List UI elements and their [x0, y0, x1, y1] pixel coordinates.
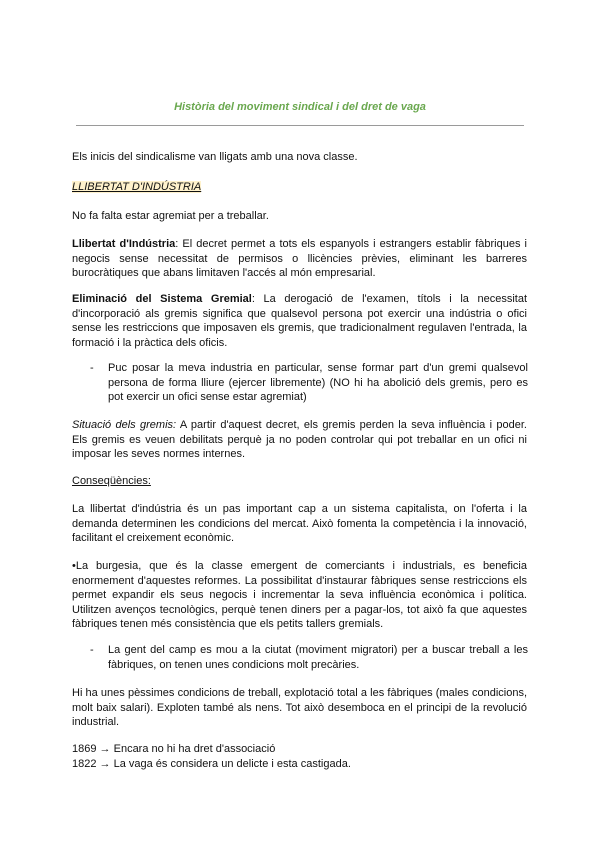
paragraph-libertat — [72, 237, 527, 281]
timeline-arrow: → — [99, 743, 111, 755]
timeline-row — [72, 757, 527, 772]
paragraph-conditions: Hi ha unes pèssimes condicions de treball, explotació total a les fàbriques (males condicions, molt baix salari). Exploten també als nens. Tot això desemboca en el principi de la revolució industrial. — [72, 687, 527, 729]
term-gremial: Eliminació del Sistema Gremial — [72, 293, 252, 305]
paragraph-1: No fa falta estar agremiat per a treballar. — [72, 210, 269, 222]
paragraph-gremial-text: : La derogació de l'examen, títols i la necessitat d'incorporació als gremis significa que qualsevol persona pot exercir una indústria o ofici sense les restriccions que imposaven els gremis, que tradicionalment regulaven l'entrada, la formació i la pràctica dels oficis. — [72, 293, 528, 349]
bullet-marker-1: - — [90, 362, 94, 374]
timeline-row — [72, 742, 527, 757]
timeline-text: La vaga és considera un delicte i esta castigada. — [113, 758, 351, 770]
section-heading: LLIBERTAT D'INDÚSTRIA — [72, 181, 202, 193]
bullet-item-1: Puc posar la meva industria en particular, sense formar part d'un gremi qualsevol persona de forma lliure (ejercer libremente) (NO hi ha abolició dels gremis, pero es pot exercir un ofici sense estar agremiat) — [108, 362, 528, 404]
consequences-heading: Conseqüències: — [72, 475, 151, 487]
bullet-marker-2: - — [90, 644, 94, 656]
timeline-year: 1822 — [72, 758, 97, 770]
term-llibertat: Llibertat d'Indústria — [72, 238, 176, 250]
paragraph-burgesia: •La burgesia, que és la classe emergent de comerciants i industrials, es beneficia enormement d'aquestes reformes. La possibilitat d'instaurar fàbriques sense restriccions els permet expandir els seus negocis i incrementar la seva influència econòmica i política. Utilitzen avenços tecnològics, perquè tenen diners per a pagar-los, tot això fa que aquestes fàbriques tenen més consistència que els petits tallers gremials. — [72, 560, 527, 631]
timeline-arrow: → — [99, 758, 111, 770]
intro-paragraph: Els inicis del sindicalisme van lligats amb una nova classe. — [72, 151, 358, 163]
timeline-year: 1869 — [72, 743, 97, 755]
title-divider — [76, 125, 524, 126]
bullet-item-2: La gent del camp es mou a la ciutat (moviment migratori) per a buscar treball a les fàbriques, on tenen unes condicions molt precàries. — [108, 644, 528, 671]
paragraph-situacio — [72, 418, 527, 462]
paragraph-capitalism: La llibertat d'indústria és un pas important cap a un sistema capitalista, on l'oferta i la demanda determinen les condicions del mercat. Això fomenta la competència i la innovació, facilitant el creixement econòmic. — [72, 503, 527, 545]
paragraph-situacio-text: A partir d'aquest decret, els gremis perden la seva influència i poder. Els gremis es veuen debilitats perquè ja no poden controlar qui pot treballar en un ofici ni imposar les seves normes internes. — [72, 419, 527, 461]
paragraph-gremial — [72, 292, 527, 350]
paragraph-libertat-text: : El decret permet a tots els espanyols i estrangers establir fàbriques i negocis sense necessitat de permisos o llicències prèvies, eliminant les barreres burocràtiques que abans limitaven l'accés al món empresarial. — [72, 238, 528, 280]
consequences-heading-wrap — [72, 474, 527, 489]
section-heading-wrap — [72, 180, 527, 195]
document-title: Història del moviment sindical i del dret de vaga — [174, 101, 426, 113]
term-situacio: Situació dels gremis: — [72, 419, 177, 431]
timeline-text: Encara no hi ha dret d'associació — [113, 743, 276, 755]
